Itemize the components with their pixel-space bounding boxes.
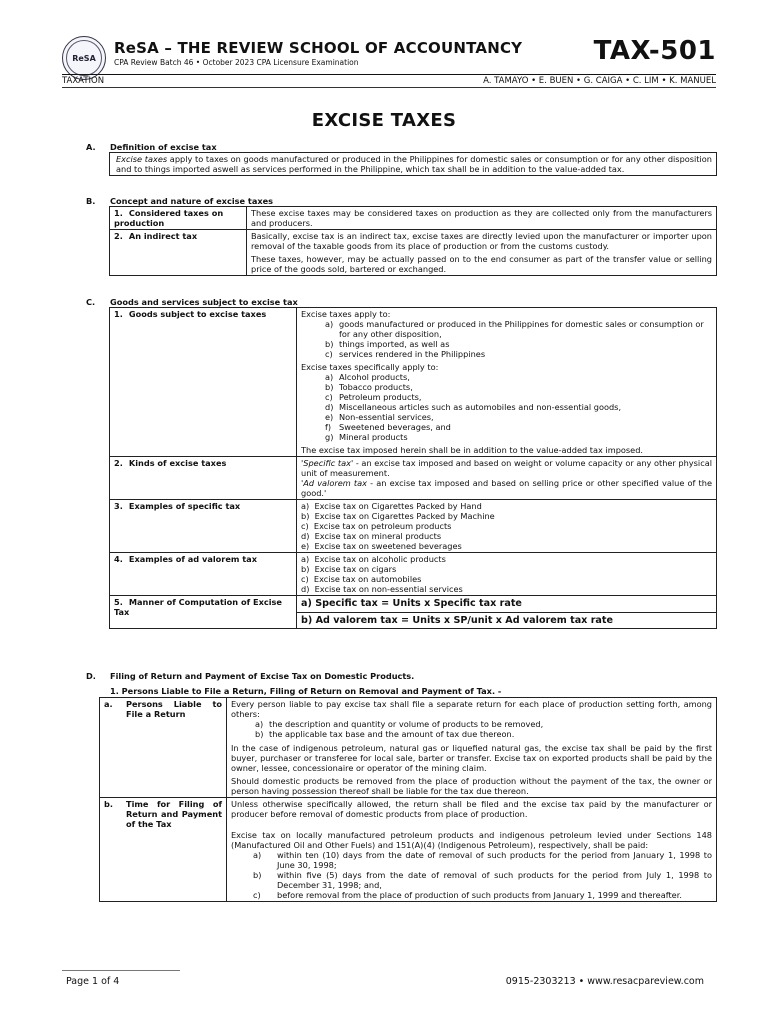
list-item	[255, 719, 712, 729]
row-content	[227, 698, 717, 798]
list-item	[253, 870, 712, 890]
list-text: Sweetened beverages, and	[339, 422, 451, 432]
row-label	[100, 698, 227, 798]
row-label-text: Examples of specific tax	[128, 501, 241, 511]
row-content	[297, 500, 717, 553]
paragraph: Should domestic products be removed from the place of production without the payment of the tax, the owner or person having possession thereof shall be liable for the tax due thereon.	[231, 776, 712, 796]
list-marker: b)	[301, 511, 310, 521]
list-marker: d)	[301, 531, 310, 541]
row-number: 2.	[114, 458, 123, 468]
list-text: the description and quantity or volume of products to be removed,	[269, 719, 544, 729]
list-item	[325, 402, 712, 412]
paragraph: Unless otherwise specifically allowed, the return shall be filed and the excise tax paid by the manufacturer or producer before removal of domestic products from place of production.	[231, 799, 712, 819]
list-marker: a)	[301, 554, 310, 564]
header-rule-thin	[62, 87, 716, 88]
list-item	[325, 412, 712, 422]
list-text: Alcohol products,	[339, 372, 410, 382]
list-item	[301, 511, 712, 521]
list-item	[325, 392, 712, 402]
section-letter: C.	[86, 297, 96, 307]
list-text: Excise tax on cigars	[314, 564, 397, 574]
row-label-text: Time for Filing of Return and Payment of the Tax	[126, 799, 222, 829]
paragraph: Basically, excise tax is an indirect tax, excise taxes are directly levied upon the manufacturer or importer upon removal of the taxable goods from its place of production or from the customs custody.	[251, 231, 712, 251]
list-text: Excise tax on Cigarettes Packed by Hand	[314, 501, 482, 511]
row-label-text: Kinds of excise taxes	[128, 458, 227, 468]
list-text: Petroleum products,	[339, 392, 422, 402]
row-content: These excise taxes may be considered taxes on production as they are collected only from the manufacturers and producers.	[247, 207, 717, 230]
list-marker: f)	[325, 422, 332, 432]
term-specific-tax: Specific tax	[303, 458, 351, 468]
list-item	[301, 564, 712, 574]
section-title: Concept and nature of excise taxes	[110, 196, 274, 206]
course-code: TAX-501	[593, 36, 716, 66]
list-marker: c)	[301, 521, 309, 531]
row-label-text: Examples of ad valorem tax	[128, 554, 257, 564]
list-text: Excise tax on non-essential services	[314, 584, 463, 594]
list-item	[325, 319, 712, 339]
ad-valorem-definition: 'Ad valorem tax - an excise tax imposed and based on selling price or other specified value of the good.'	[301, 478, 712, 498]
list-text: services rendered in the Philippines	[339, 349, 486, 359]
page-number: Page 1 of 4	[66, 976, 120, 987]
row-label	[110, 596, 297, 629]
list-item	[325, 349, 712, 359]
list-item	[255, 729, 712, 739]
list-marker: d)	[301, 584, 310, 594]
section-title: Goods and services subject to excise tax	[110, 297, 298, 307]
payment-timing-list	[231, 850, 712, 900]
list-marker: d)	[325, 402, 334, 412]
row-content	[297, 308, 717, 457]
row-number: 3.	[114, 501, 123, 511]
list-item	[253, 890, 712, 900]
table-row	[110, 207, 717, 230]
list-text: Excise tax on Cigarettes Packed by Machine	[314, 511, 495, 521]
row-label	[110, 230, 247, 276]
row-label-text: Persons Liable to File a Return	[126, 699, 222, 719]
section-title: Filing of Return and Payment of Excise Tax on Domestic Products.	[110, 671, 415, 681]
row-label	[100, 798, 227, 902]
subject-label: TAXATION	[62, 76, 105, 86]
intro-text: Excise taxes specifically apply to:	[301, 362, 439, 372]
row-content	[297, 457, 717, 500]
list-marker: e)	[301, 541, 310, 551]
row-content	[227, 798, 717, 902]
row-label-text: Manner of Computation of Excise Tax	[114, 597, 282, 617]
row-label	[110, 457, 297, 500]
footer-rule	[62, 970, 180, 971]
list-marker: a)	[325, 372, 334, 382]
row-content	[247, 230, 717, 276]
row-label-text: Considered taxes on production	[114, 208, 224, 228]
list-text: Non-essential services,	[339, 412, 434, 422]
list-item	[301, 554, 712, 564]
list-marker: c)	[325, 349, 333, 359]
list-text: within ten (10) days from the date of removal of such products for the period from January 1, 1998 to June 30, 1998;	[277, 850, 712, 870]
row-number: 4.	[114, 554, 123, 564]
list-text: Mineral products	[339, 432, 408, 442]
ad-valorem-formula: b) Ad valorem tax = Units x SP/unit x Ad valorem tax rate	[301, 614, 613, 626]
authors-list: A. TAMAYO • E. BUEN • G. CAIGA • C. LIM • K. MANUEL	[483, 76, 716, 86]
definition-text: - an excise tax imposed and based on selling price or other specified value of the good.'	[301, 478, 712, 498]
paragraph: Excise tax on locally manufactured petroleum products and indigenous petroleum levied under Sections 148 (Manufactured Oil and Other Fuels) and 151(A)(4) (Indigenous Petroleum), respectively, shall be paid:	[231, 830, 712, 850]
list-item	[301, 574, 712, 584]
table-row	[110, 596, 717, 629]
scope-list	[301, 319, 712, 359]
header-rule	[62, 74, 716, 75]
term-ad-valorem: Ad valorem tax	[303, 478, 367, 488]
paragraph: These taxes, however, may be actually passed on to the end consumer as part of the transfer value or selling price of the goods sold, bartered or exchanged.	[251, 254, 712, 274]
list-item	[301, 521, 712, 531]
row-number: 2.	[114, 231, 123, 241]
specific-tax-formula: a) Specific tax = Units x Specific tax rate	[297, 596, 716, 613]
section-d-table	[99, 697, 717, 902]
list-text: Excise tax on petroleum products	[313, 521, 452, 531]
list-marker: c)	[301, 574, 309, 584]
label-wrap	[104, 799, 222, 829]
row-content	[297, 553, 717, 596]
list-text: Excise tax on automobiles	[313, 574, 422, 584]
list-text: goods manufactured or produced in the Philippines for domestic sales or consumption or for any other disposition,	[339, 319, 704, 339]
section-c-heading	[86, 297, 298, 307]
list-marker: b)	[325, 339, 334, 349]
page-title: EXCISE TAXES	[311, 110, 457, 131]
list-item	[325, 432, 712, 442]
list-text: Excise tax on alcoholic products	[314, 554, 446, 564]
list-marker: b)	[253, 870, 262, 880]
definition-text: apply to taxes on goods manufactured or produced in the Philippines for domestic sales or consumption or for any other disposition and to things imported aswell as services performed in the Philippine, which tax shall be in addition to the value-added tax.	[116, 154, 712, 174]
list-marker: a)	[253, 850, 262, 860]
list-item	[325, 422, 712, 432]
closing-text: The excise tax imposed herein shall be in addition to the value-added tax imposed.	[301, 445, 644, 455]
list-item	[301, 531, 712, 541]
list-item	[325, 382, 712, 392]
table-row	[110, 457, 717, 500]
term-excise-taxes: Excise taxes	[116, 154, 168, 164]
paragraph: In the case of indigenous petroleum, natural gas or liquefied natural gas, the excise tax shall be paid by the first buyer, purchaser or transferee for local sale, barter or transfer. Excise tax on exported products shall be paid by the owner, lessee, concessionaire or operator of the mining claim.	[231, 743, 712, 773]
intro-text: Excise taxes apply to:	[301, 309, 391, 319]
row-label	[110, 553, 297, 596]
row-label	[110, 207, 247, 230]
list-marker: c)	[253, 890, 261, 900]
school-name: ReSA – THE REVIEW SCHOOL OF ACCOUNTANCY	[114, 39, 523, 57]
table-row	[110, 308, 717, 457]
logo-text: ReSA	[66, 40, 102, 76]
section-letter: D.	[86, 671, 96, 681]
row-number: 1.	[114, 208, 123, 218]
list-text: Miscellaneous articles such as automobiles and non-essential goods,	[339, 402, 622, 412]
products-list	[301, 372, 712, 442]
table-row	[100, 698, 717, 798]
return-contents-list	[231, 719, 712, 739]
table-row	[110, 500, 717, 553]
list-marker: b)	[255, 729, 264, 739]
list-item	[301, 541, 712, 551]
section-a-heading	[86, 142, 217, 152]
list-item	[253, 850, 712, 870]
definition-text: - an excise tax imposed and based on weight or volume capacity or any other physical unit of measurement.	[301, 458, 712, 478]
row-content	[297, 596, 717, 629]
section-letter: B.	[86, 196, 96, 206]
row-label	[110, 308, 297, 457]
section-a-table	[109, 152, 717, 176]
list-marker: a)	[325, 319, 334, 329]
list-text: Excise tax on mineral products	[314, 531, 442, 541]
specific-tax-definition: 'Specific tax' - an excise tax imposed and based on weight or volume capacity or any other physical unit of measurement.	[301, 458, 712, 478]
list-marker: e)	[325, 412, 334, 422]
batch-info: CPA Review Batch 46 • October 2023 CPA Licensure Examination	[114, 58, 359, 67]
list-text: things imported, as well as	[339, 339, 450, 349]
list-marker: c)	[325, 392, 333, 402]
list-item	[325, 339, 712, 349]
paragraph: Every person liable to pay excise tax shall file a separate return for each place of production setting forth, among others:	[231, 699, 712, 719]
list-marker: b)	[325, 382, 334, 392]
row-label-text: An indirect tax	[128, 231, 198, 241]
list-marker: b)	[301, 564, 310, 574]
row-label-text: Goods subject to excise taxes	[128, 309, 267, 319]
list-item	[301, 501, 712, 511]
label-wrap	[104, 699, 222, 719]
section-c-table	[109, 307, 717, 629]
list-item	[301, 584, 712, 594]
section-b-table	[109, 206, 717, 276]
list-text: before removal from the place of production of such products from January 1, 1999 and thereafter.	[277, 890, 682, 900]
definition-cell	[110, 153, 717, 176]
list-text: the applicable tax base and the amount of tax due thereon.	[269, 729, 515, 739]
section-letter: A.	[86, 142, 96, 152]
contact-info: 0915-2303213 • www.resacpareview.com	[505, 976, 704, 987]
list-marker: g)	[325, 432, 334, 442]
list-text: within five (5) days from the date of removal of such products for the period from July 1, 1998 to December 31, 1998; and,	[277, 870, 712, 890]
list-text: Excise tax on sweetened beverages	[314, 541, 462, 551]
row-number: a.	[104, 699, 113, 709]
section-b-heading	[86, 196, 273, 206]
row-label	[110, 500, 297, 553]
row-number: 1.	[114, 309, 123, 319]
subsection-heading: 1. Persons Liable to File a Return, Filing of Return on Removal and Payment of Tax. -	[110, 686, 502, 696]
section-d-heading	[86, 671, 414, 681]
table-row	[110, 553, 717, 596]
list-marker: a)	[301, 501, 310, 511]
row-number: b.	[104, 799, 113, 809]
table-row	[100, 798, 717, 902]
table-row	[110, 230, 717, 276]
list-text: Tobacco products,	[339, 382, 413, 392]
list-item	[325, 372, 712, 382]
list-marker: a)	[255, 719, 264, 729]
section-title: Definition of excise tax	[110, 142, 217, 152]
row-number: 5.	[114, 597, 123, 607]
